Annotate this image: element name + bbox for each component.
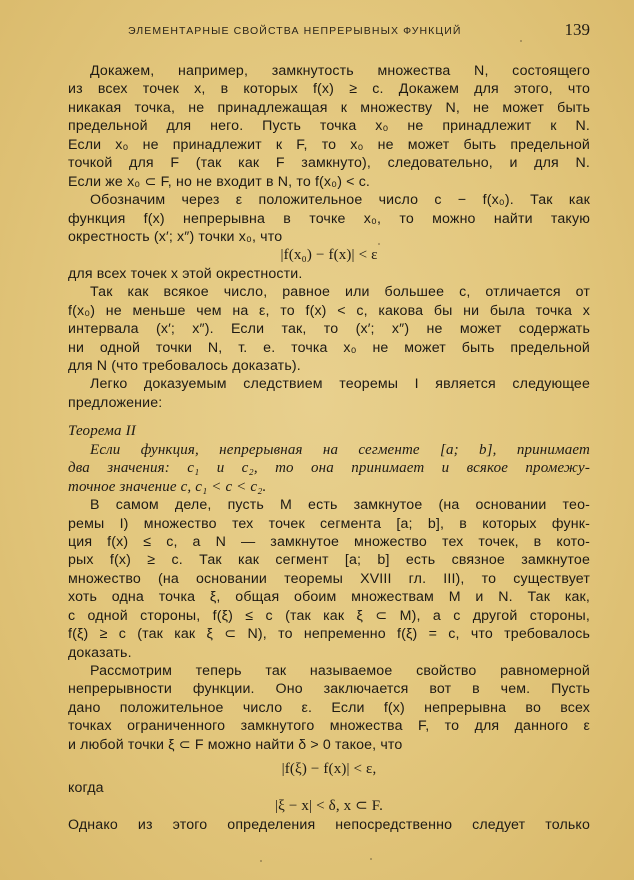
text-line: Легко доказуемым следствием теоремы I является следующее bbox=[90, 376, 590, 393]
theorem-text-line: точное значение c, c₁ < c < c₂. bbox=[68, 478, 267, 495]
text-line: дано положительное число ε. Если f(x) непрерывна во всех bbox=[68, 699, 590, 716]
text-line: с одной стороны, f(ξ) ≤ c (так как ξ ⊂ M), а с другой стороны, bbox=[68, 607, 590, 624]
text-line: никакая точка, не принадлежащая к множеству N, не может быть bbox=[68, 99, 590, 116]
text-line: точках ограниченного замкнутого множества F, то для данного ε bbox=[68, 718, 590, 735]
text-line: интервала (x′; x″). Если так, то (x′; x″) не может содержать bbox=[68, 321, 590, 338]
text-line: Если x₀ не принадлежит к F, то x₀ не может быть предельной bbox=[68, 136, 590, 153]
theorem-heading: Теорема II bbox=[68, 423, 136, 440]
theorem-text-line: два значения: c₁ и c₂, то она принимает и всякое промежу- bbox=[68, 460, 590, 477]
display-formula: |ξ − x| < δ, x ⊂ F. bbox=[275, 798, 383, 815]
text-line: f(x₀) не меньше чем на ε, то f(x) < c, какова бы ни была точка x bbox=[68, 302, 590, 319]
text-line: рых f(x) ≥ c. Так как сегмент [a; b] есть связное замкнутое bbox=[68, 552, 590, 569]
text-line: предложение: bbox=[68, 394, 163, 411]
text-line: точкой для F (так как F замкнуто), следовательно, и для N. bbox=[68, 155, 590, 172]
text-line: множество (на основании теоремы XVIII гл. III), то существует bbox=[68, 570, 590, 587]
text-line: хоть одна точка ξ, общая обоим множествам M и N. Так как, bbox=[68, 589, 590, 606]
text-line: ция f(x) ≤ c, а N — замкнутое множество тех точек, в кото- bbox=[68, 533, 590, 550]
text-line: Однако из этого определения непосредственно следует только bbox=[68, 816, 590, 833]
text-line: когда bbox=[68, 779, 104, 796]
text-line: ремы I) множество тех точек сегмента [a; b], в которых функ- bbox=[68, 515, 590, 532]
display-formula: |f(ξ) − f(x)| < ε, bbox=[281, 761, 377, 778]
text-line: из всех точек x, в которых f(x) ≥ c. Докажем для этого, что bbox=[68, 81, 590, 98]
paper-speck bbox=[260, 860, 262, 862]
text-line: ни одной точки N, т. е. точка x₀ не может быть предельной bbox=[68, 339, 590, 356]
text-line: Так как всякое число, равное или большее c, отличается от bbox=[90, 284, 590, 301]
text-line: и любой точки ξ ⊂ F можно найти δ > 0 такое, что bbox=[68, 736, 403, 753]
paper-speck bbox=[370, 858, 372, 860]
text-line: доказать. bbox=[68, 644, 132, 661]
text-line: В самом деле, пусть M есть замкнутое (на основании тео- bbox=[90, 497, 590, 514]
text-line: непрерывности функции. Оно заключается вот в чем. Пусть bbox=[68, 681, 590, 698]
text-line: Обозначим через ε положительное число c − f(x₀). Так как bbox=[90, 192, 590, 209]
theorem-text-line: Если функция, непрерывная на сегменте [a; b], принимает bbox=[90, 441, 590, 458]
text-line: предельной для него. Пусть точка x₀ не принадлежит к N. bbox=[68, 118, 590, 135]
text-line: Если же x₀ ⊂ F, но не входит в N, то f(x₀) < c. bbox=[68, 173, 371, 190]
display-formula: |f(x₀) − f(x)| < ε bbox=[280, 247, 378, 264]
text-line: Докажем, например, замкнутость множества N, состоящего bbox=[90, 63, 590, 79]
text-line: f(ξ) ≥ c (так как ξ ⊂ N), то непременно f(ξ) = c, что требовалось bbox=[68, 626, 590, 643]
text-line: Рассмотрим теперь так называемое свойство равномерной bbox=[90, 663, 590, 679]
spacer bbox=[68, 412, 590, 422]
text-line: функция f(x) непрерывна в точке x₀, то можно найти такую bbox=[68, 210, 590, 227]
page-number: 139 bbox=[564, 20, 590, 39]
running-head bbox=[68, 20, 590, 42]
running-title: ЭЛЕМЕНТАРНЫЕ СВОЙСТВА НЕПРЕРЫВНЫХ ФУНКЦИЙ bbox=[128, 25, 462, 37]
text-line: для N (что требовалось доказать). bbox=[68, 358, 301, 374]
text-line: для всех точек x этой окрестности. bbox=[68, 265, 303, 282]
text-line: окрестность (x′; x″) точки x₀, что bbox=[68, 228, 283, 245]
page-body bbox=[68, 62, 590, 834]
